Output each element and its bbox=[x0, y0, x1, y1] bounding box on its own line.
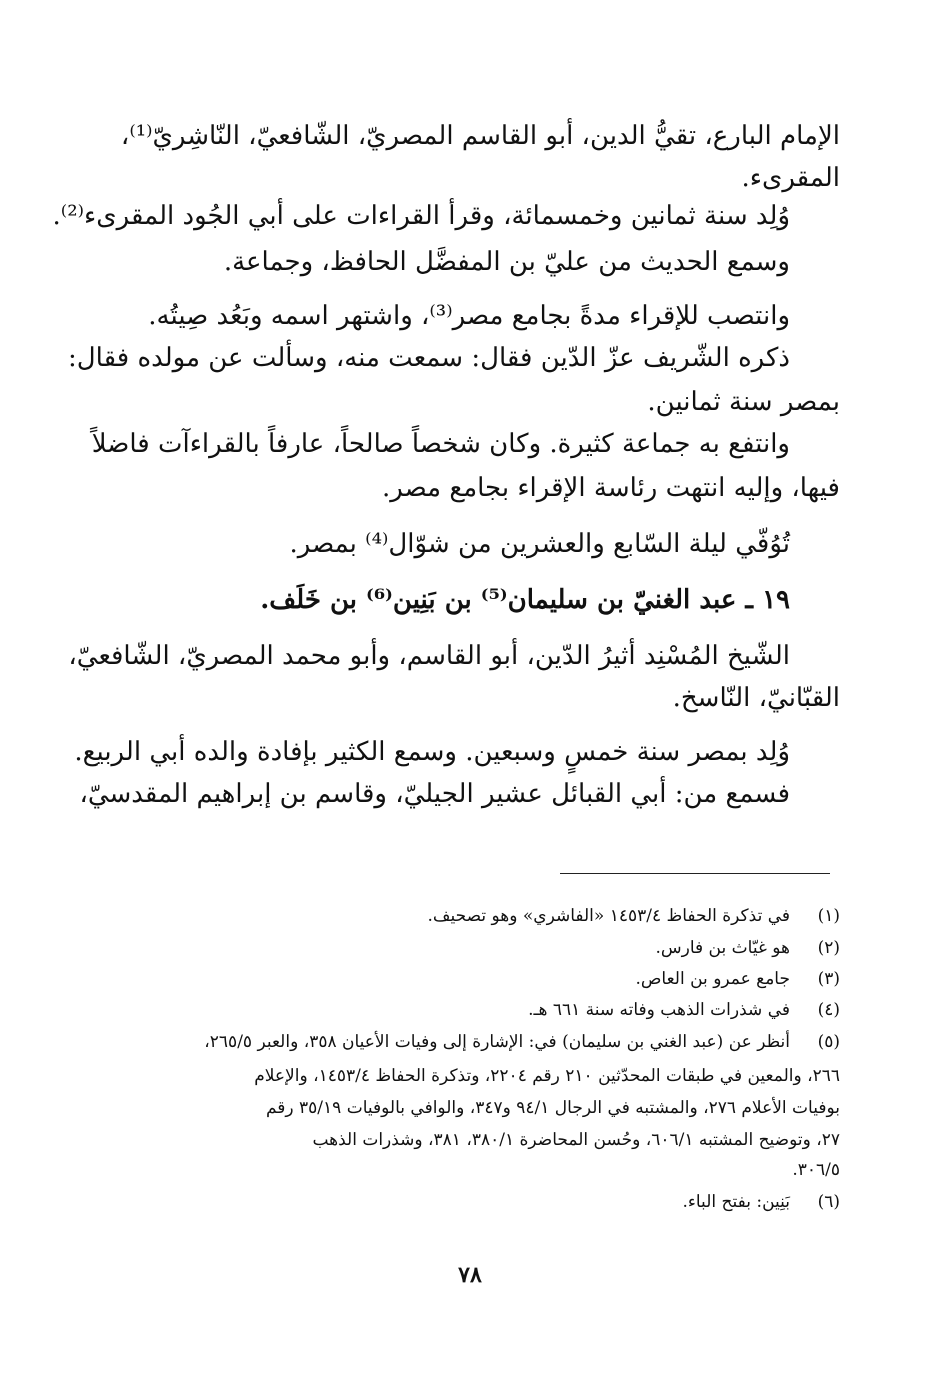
body-line: تُوُفّي ليلة السّابع والعشرين من شوّال⁽⁴⁾ بمصر. bbox=[289, 529, 790, 559]
footnote-text: ٢٧، وتوضيح المشتبه ٦٠٦/١، وحُسن المحاضرة ٣٨٠/١، ٣٨١، وشذرات الذهب bbox=[312, 1130, 840, 1150]
body-line: الشّيخ المُسْنِد أثيرُ الدّين، أبو القاسم، وأبو محمد المصريّ، الشّافعيّ، bbox=[68, 641, 790, 671]
body-line: وسمع الحديث من عليّ بن المفضَّل الحافظ، وجماعة. bbox=[223, 247, 790, 277]
body-line: المقرىء. bbox=[741, 163, 840, 193]
footnote-text: بوفيات الأعلام ٢٧٦، والمشتبه في الرجال ٩٤/١ و٣٤٧، والوافي بالوفيات ٣٥/١٩ رقم bbox=[265, 1098, 840, 1118]
footnote-number: (٢) bbox=[817, 938, 840, 958]
footnote-number: (٣) bbox=[817, 969, 840, 989]
body-line: ذكره الشّريف عزّ الدّين فقال: سمعت منه، وسألت عن مولده فقال: bbox=[68, 343, 790, 373]
footnote-number: (٥) bbox=[817, 1032, 840, 1052]
footnote-text: هو غيّاث بن فارس. bbox=[655, 938, 790, 958]
footnote-text: بَنِين: بفتح الباء. bbox=[682, 1192, 790, 1212]
body-line: وُلِد بمصر سنة خمسٍ وسبعين. وسمع الكثير بإفادة والده أبي الربيع. bbox=[74, 737, 790, 767]
footnote-text: في تذكرة الحفاظ ١٤٥٣/٤ «الفاشري» وهو تصحيف. bbox=[427, 906, 790, 926]
body-line: الإمام البارع، تقيُّ الدين، أبو القاسم المصريّ، الشّافعيّ، النّاشِريّ⁽¹⁾، bbox=[120, 121, 840, 151]
footnote-text: جامع عمرو بن العاص. bbox=[635, 969, 790, 989]
footnote-number: (١) bbox=[817, 906, 840, 926]
page-number: ٧٨ bbox=[458, 1262, 482, 1288]
footnote-text: ٣٠٦/٥. bbox=[792, 1160, 840, 1180]
footnote-separator bbox=[560, 873, 830, 874]
footnote-text: ٢٦٦، والمعين في طبقات المحدّثين ٢١٠ رقم ٢٢٠٤، وتذكرة الحفاظ ١٤٥٣/٤، والإعلام bbox=[254, 1066, 840, 1086]
footnote-number: (٤) bbox=[817, 1000, 840, 1020]
body-line: وُلِد سنة ثمانين وخمسمائة، وقرأ القراءات على أبي الجُود المقرىء⁽²⁾. bbox=[52, 201, 790, 231]
body-line: فسمع من: أبي القبائل عشير الجيليّ، وقاسم بن إبراهيم المقدسيّ، bbox=[79, 779, 790, 809]
body-line: وانتفع به جماعة كثيرة. وكان شخصاً صالحاً، عارفاً بالقراءآت فاضلاً bbox=[91, 429, 790, 459]
footnote-number: (٦) bbox=[817, 1192, 840, 1212]
entry-heading: ١٩ ـ عبد الغنيّ بن سليمان⁽⁵⁾ بن بَنِين⁽⁶⁾ بن خَلَف. bbox=[260, 585, 790, 615]
footnote-text: في شذرات الذهب وفاته سنة ٦٦١ هـ. bbox=[528, 1000, 790, 1020]
body-line: وانتصب للإقراء مدةً بجامع مصر⁽³⁾، واشتهر اسمه وبَعُد صِيتُه. bbox=[148, 301, 790, 331]
body-line: فيها، وإليه انتهت رئاسة الإقراء بجامع مصر. bbox=[382, 473, 840, 503]
body-line: القبّانيّ، النّاسخ. bbox=[672, 683, 840, 713]
footnote-text: أنظر عن (عبد الغني بن سليمان) في: الإشارة إلى وفيات الأعيان ٣٥٨، والعبر ٢٦٥/٥، bbox=[204, 1032, 790, 1052]
body-line: بمصر سنة ثمانين. bbox=[647, 387, 840, 417]
